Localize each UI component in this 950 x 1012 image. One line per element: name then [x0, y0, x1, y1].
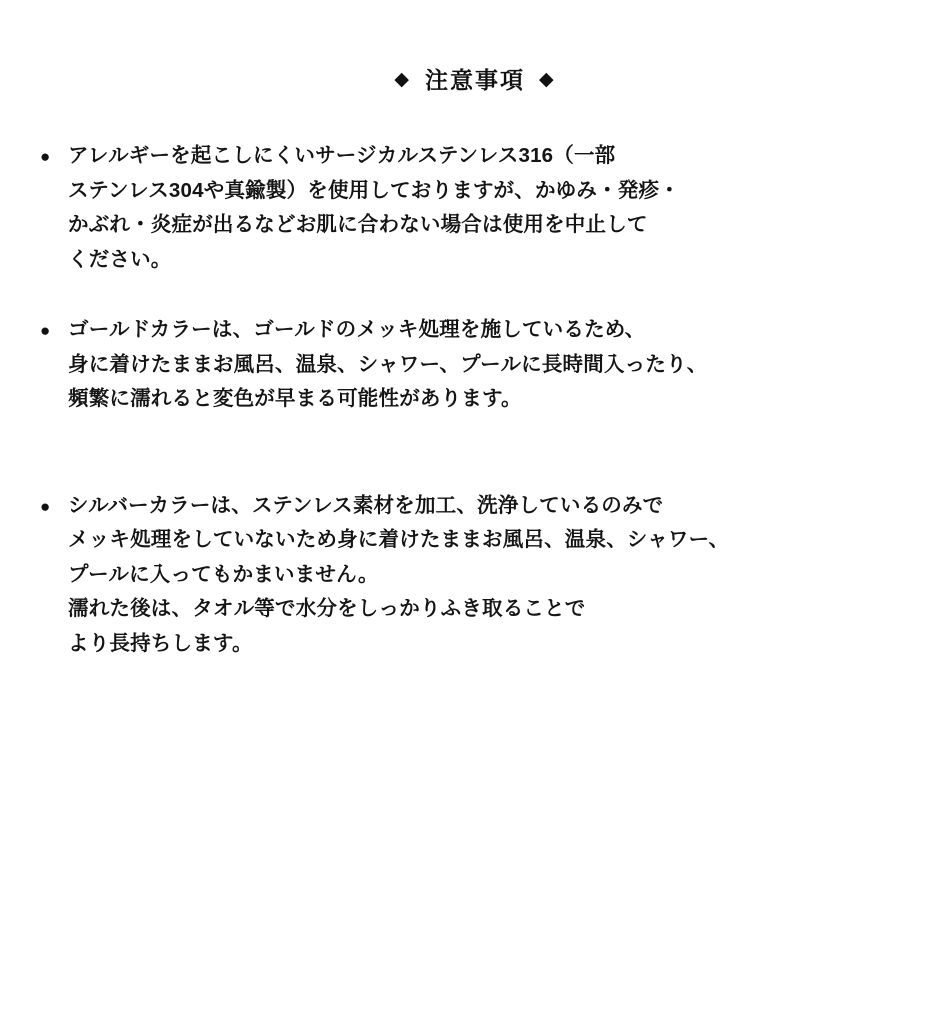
- note-line: ステンレス304や真鍮製）を使用しておりますが、かゆみ・発疹・: [68, 178, 680, 202]
- notice-page: [0, 62, 950, 1012]
- note-line: ゴールドカラーは、ゴールドのメッキ処理を施しているため、: [68, 318, 646, 341]
- note-line: 頻繁に濡れると変色が早まる可能性があります。: [68, 387, 522, 410]
- note-line: メッキ処理をしていないため身に着けたままお風呂、温泉、シャワー、: [68, 528, 730, 551]
- note-line: アレルギーを起こしにくいサージカルステンレス316（一部: [68, 144, 616, 167]
- note-line: ください。: [68, 247, 172, 271]
- note-line: 身に着けたままお風呂、温泉、シャワー、プールに長時間入ったり、: [68, 352, 708, 376]
- list-item: [40, 489, 920, 662]
- diamond-left-icon: ◆: [394, 69, 411, 90]
- list-item: [40, 313, 920, 417]
- page-title: [0, 62, 950, 95]
- note-line: 濡れた後は、タオル等で水分をしっかりふき取ることで: [68, 597, 586, 620]
- notice-list: [0, 139, 950, 661]
- note-line: かぶれ・炎症が出るなどお肌に合わない場合は使用を中止して: [68, 213, 648, 236]
- note-body: [68, 313, 920, 417]
- list-item: [40, 139, 920, 277]
- note-body: [68, 139, 920, 277]
- bullet-icon: ●: [40, 147, 51, 166]
- note-line: プールに入ってもかまいません。: [68, 562, 379, 586]
- diamond-right-icon: ◆: [539, 69, 556, 90]
- bullet-icon: ●: [40, 496, 51, 516]
- bullet-icon: ●: [40, 321, 51, 340]
- note-body: [68, 489, 920, 662]
- note-line: シルバーカラーは、ステンレス素材を加工、洗浄しているのみで: [68, 493, 664, 517]
- page-title-text: 注意事項: [425, 67, 525, 93]
- note-line: より長持ちします。: [68, 631, 253, 655]
